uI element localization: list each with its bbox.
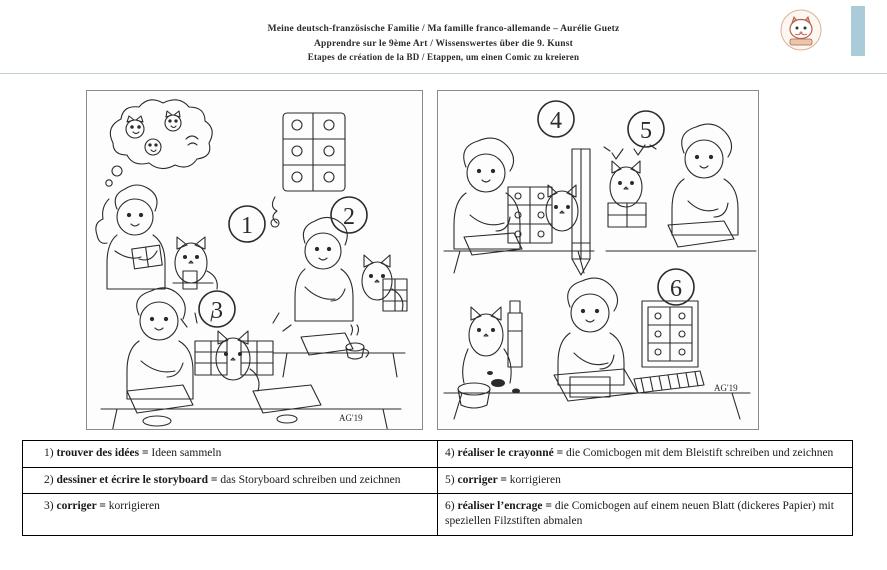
step-2-cell [23, 467, 438, 494]
step-4-cell [438, 441, 853, 468]
step-4-fr: réaliser le crayonné = [457, 447, 564, 459]
step-5-cell [438, 467, 853, 494]
step-6-de: die Comicbogen auf einem neuen Blatt (dickeres Papier) mit speziellen Filzstiften abmalen [445, 500, 834, 528]
step-1-cell [23, 441, 438, 468]
header-title-line-1: Meine deutsch-französische Familie / Ma famille franco-allemande – Aurélie Guetz [267, 24, 620, 34]
steps-table [22, 440, 853, 536]
table-row [23, 441, 853, 468]
scene-number-3: 3 [211, 298, 223, 324]
step-6-number: 6) [445, 500, 455, 513]
step-3-de: korrigieren [105, 500, 160, 513]
header-title-line-3: Etapes de création de la BD / Etappen, um einen Comic zu kreieren [307, 52, 580, 63]
comic-panel-left [86, 90, 423, 430]
header-title-line-2: Apprendre sur le 9ème Art / Wissenswertes über die 9. Kunst [313, 38, 574, 49]
step-3-fr: corriger = [56, 500, 106, 513]
step-5-de: korrigieren [506, 473, 561, 486]
step-5-fr: corriger = [457, 473, 507, 486]
illustration-area [0, 74, 887, 423]
scene-number-1: 1 [241, 213, 253, 239]
step-1-fr: trouver des idées = [56, 447, 149, 459]
scene-number-6: 6 [670, 276, 682, 302]
signature-left: AG'19 [339, 413, 363, 423]
step-2-number: 2) [44, 473, 54, 486]
step-6-fr: réaliser l’encrage = [457, 500, 552, 513]
step-6-cell [438, 494, 853, 535]
step-1-number: 1) [44, 447, 54, 459]
step-4-de: die Comicbogen mit dem Bleistift schreiben und zeichnen [563, 447, 834, 459]
table-row [23, 467, 853, 494]
signature-right: AG'19 [714, 383, 738, 393]
step-2-de: das Storyboard schreiben und zeichnen [217, 473, 401, 486]
scene-number-5: 5 [640, 118, 652, 144]
step-3-cell [23, 494, 438, 535]
page-header [0, 0, 887, 74]
scene-number-2: 2 [343, 204, 355, 230]
scene-number-4: 4 [550, 108, 562, 134]
step-1-de: Ideen sammeln [148, 447, 222, 459]
comic-panel-right [437, 90, 759, 430]
step-4-number: 4) [445, 447, 455, 459]
step-3-number: 3) [44, 500, 54, 513]
accent-bar [851, 6, 865, 56]
cat-logo-icon [778, 8, 824, 54]
step-2-fr: dessiner et écrire le storyboard = [56, 473, 218, 486]
step-5-number: 5) [445, 473, 455, 486]
header-title-block [0, 0, 887, 65]
table-row [23, 494, 853, 535]
